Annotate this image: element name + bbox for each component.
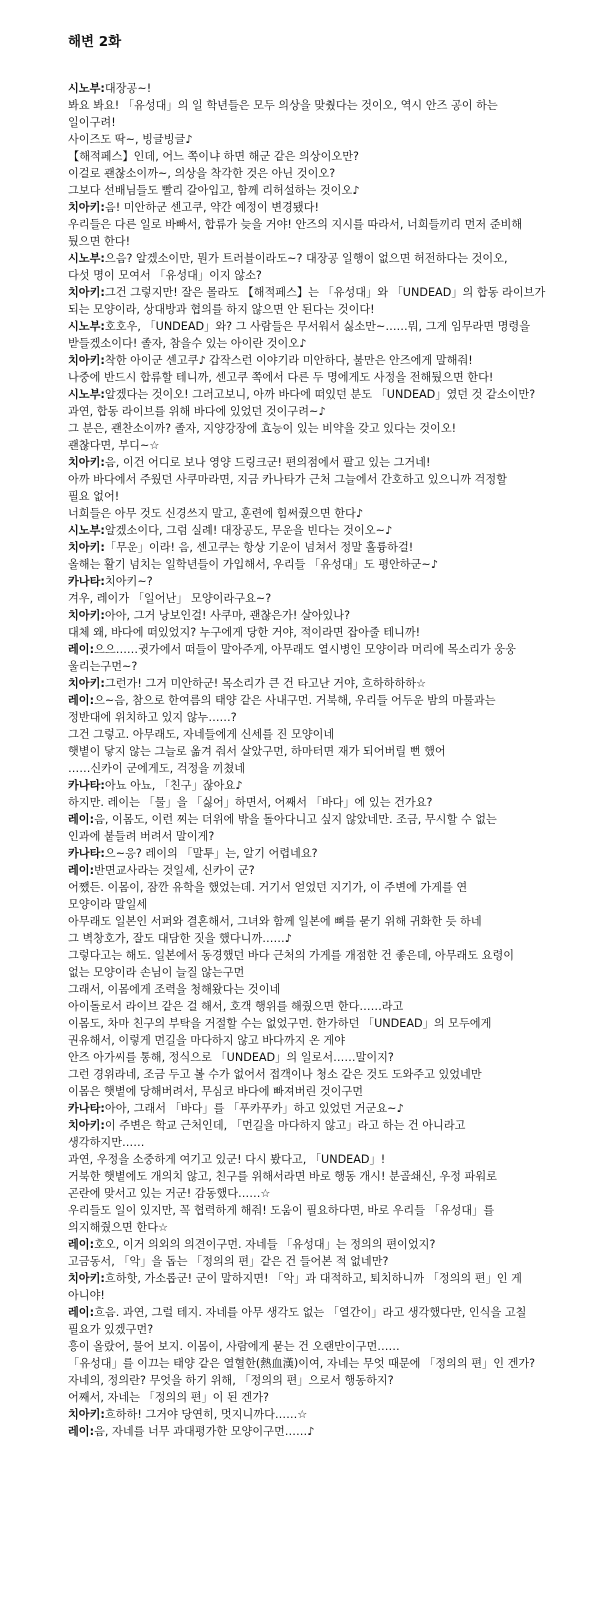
dialogue-text: 알겠소이다, 그럼 실례! 대장공도, 무운을 빈다는 것이오~♪ — [104, 524, 393, 537]
dialogue-line — [68, 998, 580, 1015]
dialogue-text: 괜찮다면, 부디~☆ — [68, 439, 160, 452]
dialogue-text: 으~음, 참으로 한여름의 태양 같은 사내구먼. 거북해, 우리들 어두운 밤의 마물과는 — [94, 694, 496, 707]
dialogue-line — [68, 318, 580, 335]
speaker-name: 카나타: — [68, 779, 105, 792]
dialogue-line — [68, 522, 580, 539]
dialogue-line — [68, 675, 580, 692]
dialogue-line — [68, 981, 580, 998]
dialogue-text: 그렇다고는 해도. 일본에서 동경했던 바다 근처의 가게를 개점한 건 좋은데, 아무래도 요령이 — [68, 949, 515, 962]
dialogue-line — [68, 1372, 580, 1389]
dialogue-line — [68, 267, 580, 284]
dialogue-line — [68, 1304, 580, 1321]
dialogue-text: 자네의, 정의란? 무엇을 하기 위해, 「정의의 편」으로서 행동하지? — [68, 1374, 394, 1387]
dialogue-text: 고금동서, 「악」을 돕는 「정의의 편」같은 건 들어본 적 없네만? — [68, 1255, 389, 1268]
dialogue-text: 올해는 활기 넘치는 일학년들이 가입해서, 우리들 「유성대」도 평안하군~♪ — [68, 558, 438, 571]
dialogue-text: 이몸도, 차마 친구의 부탁을 거절할 수는 없었구먼. 한가하던 「UNDEAD」의 모두에게 — [68, 1017, 492, 1030]
dialogue-line — [68, 1423, 580, 1440]
dialogue-line — [68, 148, 580, 165]
dialogue-text: 그 벽창호가, 잘도 대담한 짓을 했다니까……♪ — [68, 932, 292, 945]
dialogue-text: 그런 경위라네, 조금 두고 볼 수가 없어서 접객이나 청소 같은 것도 도와주고 있었네만 — [68, 1068, 482, 1081]
dialogue-text: 뒀으면 한다! — [68, 235, 131, 248]
dialogue-text: 흐음. 과연, 그럴 테지. 자네를 아무 생각도 없는 「열간이」라고 생각했다만, 인식을 고칠 — [94, 1306, 527, 1319]
dialogue-line — [68, 811, 580, 828]
dialogue-line — [68, 369, 580, 386]
dialogue-line — [68, 165, 580, 182]
dialogue-text: 그 분은, 괜찬소이까? 졸자, 지양강장에 효능이 있는 비약을 갖고 있다는 것이오! — [68, 422, 457, 435]
speaker-name: 치아키: — [68, 354, 105, 367]
dialogue-text: 음, 자네를 너무 과대평가한 모양이구먼……♪ — [94, 1425, 315, 1438]
dialogue-text: 아아, 그래서 「바다」를 「푸카푸카」하고 있었던 거군요~♪ — [104, 1102, 404, 1115]
dialogue-text: 우리들은 다른 일로 바빠서, 합류가 늦을 거야! 안즈의 지시를 따라서, 너희들끼리 먼저 준비해 — [68, 218, 523, 231]
dialogue-line — [68, 1015, 580, 1032]
dialogue-text: 대체 왜, 바다에 떠있었지? 누구에게 당한 거야, 적이라면 잡아줄 테니까! — [68, 626, 421, 639]
dialogue-line — [68, 1083, 580, 1100]
dialogue-line — [68, 862, 580, 879]
dialogue-text: 【해적페스】인데, 어느 쪽이냐 하면 해군 같은 의상이오만? — [68, 150, 359, 163]
dialogue-text: 봐요 봐요! 「유성대」의 일 학년들은 모두 의상을 맞췄다는 것이오, 역시 안즈 공이 하는 — [68, 99, 498, 112]
dialogue-text: 아이돌로서 라이브 같은 걸 해서, 호객 행위를 해줬으면 한다……라고 — [68, 1000, 404, 1013]
speaker-name: 치아키: — [68, 456, 105, 469]
dialogue-line — [68, 777, 580, 794]
dialogue-text: 이 주변은 학교 근처인데, 「먼길을 마다하지 않고」라고 하는 건 아니라고 — [104, 1119, 466, 1132]
dialogue-line — [68, 301, 580, 318]
dialogue-line — [68, 114, 580, 131]
dialogue-text: 아무래도 일본인 서퍼와 결혼해서, 그녀와 함께 일본에 뼈를 묻기 위해 귀화한 듯 하네 — [68, 915, 482, 928]
dialogue-text: 호오, 이거 의외의 의견이구먼. 자네들 「유성대」는 정의의 편이었지? — [94, 1238, 436, 1251]
dialogue-line — [68, 845, 580, 862]
dialogue-line — [68, 335, 580, 352]
dialogue-text: 이걸로 괜찮소이까~, 의상을 착각한 것은 아닌 것이오? — [68, 167, 336, 180]
dialogue-line — [68, 1355, 580, 1372]
dialogue-line — [68, 1168, 580, 1185]
dialogue-line — [68, 743, 580, 760]
dialogue-line — [68, 233, 580, 250]
dialogue-line — [68, 624, 580, 641]
dialogue-text: 으~응? 레이의 「말투」는, 알기 어렵네요? — [104, 847, 318, 860]
dialogue-line — [68, 80, 580, 97]
dialogue-line — [68, 658, 580, 675]
dialogue-text: 그래서, 이몸에게 조력을 청해왔다는 것이네 — [68, 983, 281, 996]
dialogue-text: 울리는구먼~? — [68, 660, 138, 673]
dialogue-text: 거북한 햇볕에도 개의치 않고, 친구를 위해서라면 바로 행동 개시! 분골쇄신, 우정 파워로 — [68, 1170, 497, 1183]
speaker-name: 카나타: — [68, 575, 105, 588]
dialogue-line — [68, 1219, 580, 1236]
speaker-name: 치아키: — [68, 677, 105, 690]
dialogue-line — [68, 505, 580, 522]
dialogue-line — [68, 828, 580, 845]
dialogue-line — [68, 437, 580, 454]
dialogue-line — [68, 1406, 580, 1423]
dialogue-text: 없는 모양이라 손님이 늘질 않는구먼 — [68, 966, 245, 979]
dialogue-text: 그보다 선배님들도 빨리 갈아입고, 함께 리허설하는 것이오♪ — [68, 184, 360, 197]
dialogue-line — [68, 573, 580, 590]
dialogue-text: 착한 아이군 센고쿠♪ 갑작스런 이야기라 미안하다, 불만은 안즈에게 말해줘! — [104, 354, 473, 367]
dialogue-line — [68, 794, 580, 811]
dialogue-line — [68, 386, 580, 403]
dialogue-line — [68, 1338, 580, 1355]
speaker-name: 시노부: — [68, 388, 105, 401]
dialogue-text: 반면교사라는 것일세, 신카이 군? — [94, 864, 255, 877]
dialogue-line — [68, 250, 580, 267]
dialogue-text: 생각하지만…… — [68, 1136, 145, 1149]
dialogue-line — [68, 1202, 580, 1219]
dialogue-text: 되는 모양이라, 상대방과 협의를 하지 않으면 안 된다는 것이다! — [68, 303, 375, 316]
dialogue-text: 햇볕이 닿지 않는 그늘로 옮겨 줘서 살았구먼, 하마터면 재가 되어버릴 뻔 했어 — [68, 745, 446, 758]
dialogue-text: 「무운」이라! 음, 센고쿠는 항상 기운이 넘쳐서 정말 훌륭하걸! — [104, 541, 414, 554]
dialogue-line — [68, 420, 580, 437]
dialogue-line — [68, 1117, 580, 1134]
dialogue-text: 모양이라 말일세 — [68, 898, 148, 911]
dialogue-text: 너희들은 아무 것도 신경쓰지 말고, 훈련에 힘써줬으면 한다♪ — [68, 507, 363, 520]
dialogue-line — [68, 1270, 580, 1287]
dialogue-line — [68, 131, 580, 148]
dialogue-text: 의지해줬으면 한다☆ — [68, 1221, 169, 1234]
dialogue-text: 받들겠소이다! 졸자, 참을수 있는 아이란 것이오♪ — [68, 337, 307, 350]
dialogue-body — [68, 80, 580, 1440]
dialogue-line — [68, 1389, 580, 1406]
speaker-name: 시노부: — [68, 320, 105, 333]
dialogue-line — [68, 556, 580, 573]
dialogue-text: 그런가! 그거 미안하군! 목소리가 큰 건 타고난 거야, 흐하하하하☆ — [104, 677, 427, 690]
dialogue-text: 아아, 그거 낭보인걸! 사쿠마, 괜찮은가! 살아있나? — [104, 609, 351, 622]
dialogue-text: 「유성대」를 이끄는 태양 같은 열혈한(熱血漢)이여, 자네는 무엇 때문에 「정의의 편」인 겐가? — [68, 1357, 536, 1370]
dialogue-text: 흥이 올랐어, 물어 보지. 이몸이, 사람에게 묻는 건 오랜만이구먼…… — [68, 1340, 400, 1353]
dialogue-text: 아니야! — [68, 1289, 105, 1302]
dialogue-text: 안즈 아가씨를 통해, 정식으로 「UNDEAD」의 일로서……말이지? — [68, 1051, 394, 1064]
dialogue-text: 음, 이몸도, 이런 찌는 더위에 밖을 돌아다니고 싶지 않았네만. 조금, 무시할 수 없는 — [94, 813, 497, 826]
dialogue-text: 이몸은 햇볕에 당해버려서, 무심코 바다에 빠져버린 것이구먼 — [68, 1085, 364, 1098]
dialogue-text: 과연, 합동 라이브를 위해 바다에 있었던 것이구려~♪ — [68, 405, 326, 418]
speaker-name: 시노부: — [68, 82, 105, 95]
dialogue-line — [68, 1032, 580, 1049]
dialogue-line — [68, 1287, 580, 1304]
dialogue-text: 하지만. 레이는 「물」을 「싫어」하면서, 어째서 「바다」에 있는 건가요? — [68, 796, 433, 809]
dialogue-line — [68, 1049, 580, 1066]
document-title: 해변 2화 — [68, 34, 122, 50]
speaker-name: 시노부: — [68, 252, 105, 265]
dialogue-text: 사이즈도 딱~, 빙글빙글♪ — [68, 133, 193, 146]
dialogue-text: 과연, 우정을 소중하게 여기고 있군! 다시 봤다고, 「UNDEAD」! — [68, 1153, 386, 1166]
dialogue-text: 나중에 반드시 합류할 테니까, 센고쿠 쪽에서 다른 두 명에게도 사정을 전해뒀으면 한다! — [68, 371, 494, 384]
dialogue-text: 치아키~? — [104, 575, 153, 588]
dialogue-text: 겨우, 레이가 「일어난」 모양이라구요~? — [68, 592, 272, 605]
dialogue-text: 어쨌든. 이몸이, 잠깐 유학을 했었는데. 거기서 얻었던 지기가, 이 주변에 가게를 연 — [68, 881, 468, 894]
dialogue-line — [68, 352, 580, 369]
dialogue-line — [68, 403, 580, 420]
speaker-name: 레이: — [68, 1306, 95, 1319]
dialogue-line — [68, 590, 580, 607]
dialogue-line — [68, 1185, 580, 1202]
dialogue-text: 어째서, 자네는 「정의의 편」이 된 겐가? — [68, 1391, 269, 1404]
dialogue-line — [68, 488, 580, 505]
dialogue-text: 으음? 알겠소이만, 뭔가 트러블이라도~? 대장공 일행이 없으면 허전하다는 것이오, — [104, 252, 508, 265]
dialogue-line — [68, 607, 580, 624]
dialogue-text: 흐하하! 그거야 당연히, 멋지니까다……☆ — [104, 1408, 308, 1421]
dialogue-text: 정반대에 위치하고 있지 않누……? — [68, 711, 237, 724]
speaker-name: 치아키: — [68, 286, 105, 299]
dialogue-line — [68, 964, 580, 981]
speaker-name: 치아키: — [68, 609, 105, 622]
speaker-name: 치아키: — [68, 1408, 105, 1421]
dialogue-text: 알겠다는 것이오! 그러고보니, 아까 바다에 떠있던 분도 「UNDEAD」였던 것 같소이만? — [104, 388, 536, 401]
dialogue-text: 일이구려! — [68, 116, 116, 129]
dialogue-text: 그건 그렇지만! 잘은 몰라도 【해적페스】는 「유성대」와 「UNDEAD」의 합동 라이브가 — [104, 286, 546, 299]
dialogue-line — [68, 760, 580, 777]
speaker-name: 카나타: — [68, 1102, 105, 1115]
dialogue-line — [68, 1321, 580, 1338]
dialogue-line — [68, 947, 580, 964]
speaker-name: 레이: — [68, 1425, 95, 1438]
dialogue-line — [68, 709, 580, 726]
dialogue-line — [68, 913, 580, 930]
dialogue-text: 음, 이건 어디로 보나 영양 드링크군! 편의점에서 팔고 있는 그거네! — [104, 456, 431, 469]
dialogue-line — [68, 1253, 580, 1270]
speaker-name: 레이: — [68, 813, 95, 826]
dialogue-line — [68, 199, 580, 216]
dialogue-line — [68, 1066, 580, 1083]
dialogue-line — [68, 930, 580, 947]
dialogue-line — [68, 879, 580, 896]
dialogue-line — [68, 97, 580, 114]
dialogue-text: 호호우, 「UNDEAD」와? 그 사람들은 무서워서 싫소만~……뭐, 그게 임무라면 명령을 — [104, 320, 531, 333]
dialogue-text: 곤란에 맞서고 있는 거군! 감동했다……☆ — [68, 1187, 271, 1200]
speaker-name: 카나타: — [68, 847, 105, 860]
dialogue-text: 필요가 있겠구먼? — [68, 1323, 154, 1336]
dialogue-text: 우리들도 일이 있지만, 꼭 협력하게 해줘! 도움이 필요하다면, 바로 우리들 「유성대」를 — [68, 1204, 495, 1217]
dialogue-line — [68, 182, 580, 199]
speaker-name: 치아키: — [68, 201, 105, 214]
dialogue-line — [68, 216, 580, 233]
dialogue-text: 아까 바다에서 주웠던 사쿠마라면, 지금 카나타가 근처 그늘에서 간호하고 있으니까 걱정할 — [68, 473, 507, 486]
speaker-name: 시노부: — [68, 524, 105, 537]
dialogue-text: 다섯 명이 모여서 「유성대」이지 않소? — [68, 269, 262, 282]
dialogue-line — [68, 896, 580, 913]
speaker-name: 치아키: — [68, 1272, 105, 1285]
speaker-name: 치아키: — [68, 541, 105, 554]
speaker-name: 레이: — [68, 1238, 95, 1251]
dialogue-text: 권유해서, 이렇게 먼길을 마다하지 않고 바다까지 온 게야 — [68, 1034, 346, 1047]
dialogue-text: 그건 그렇고. 아무래도, 자네들에게 신세를 진 모양이네 — [68, 728, 335, 741]
dialogue-line — [68, 454, 580, 471]
dialogue-line — [68, 1100, 580, 1117]
dialogue-line — [68, 471, 580, 488]
dialogue-line — [68, 284, 580, 301]
dialogue-line — [68, 1236, 580, 1253]
speaker-name: 치아키: — [68, 1119, 105, 1132]
dialogue-text: ……신카이 군에게도, 걱정을 끼쳤네 — [68, 762, 246, 775]
dialogue-line — [68, 641, 580, 658]
dialogue-line — [68, 1134, 580, 1151]
dialogue-text: 음! 미안하군 센고쿠, 약간 예정이 변경됐다! — [104, 201, 319, 214]
dialogue-text: 대장공~! — [104, 82, 152, 95]
dialogue-text: 인과에 붙들려 버려서 말이게? — [68, 830, 215, 843]
dialogue-line — [68, 692, 580, 709]
dialogue-text: 필요 없어! — [68, 490, 120, 503]
speaker-name: 레이: — [68, 643, 95, 656]
speaker-name: 레이: — [68, 864, 95, 877]
dialogue-line — [68, 726, 580, 743]
dialogue-line — [68, 1151, 580, 1168]
dialogue-line — [68, 539, 580, 556]
speaker-name: 레이: — [68, 694, 95, 707]
dialogue-text: 흐하핫, 가소롭군! 군이 말하지면! 「악」과 대적하고, 퇴치하니까 「정의의 편」인 게 — [104, 1272, 522, 1285]
dialogue-text: 으으……귓가에서 떠들이 말아주게, 아무래도 열시병인 모양이라 머리에 목소리가 웅웅 — [94, 643, 516, 656]
dialogue-text: 아뇨 아뇨, 「친구」잖아요♪ — [104, 779, 243, 792]
